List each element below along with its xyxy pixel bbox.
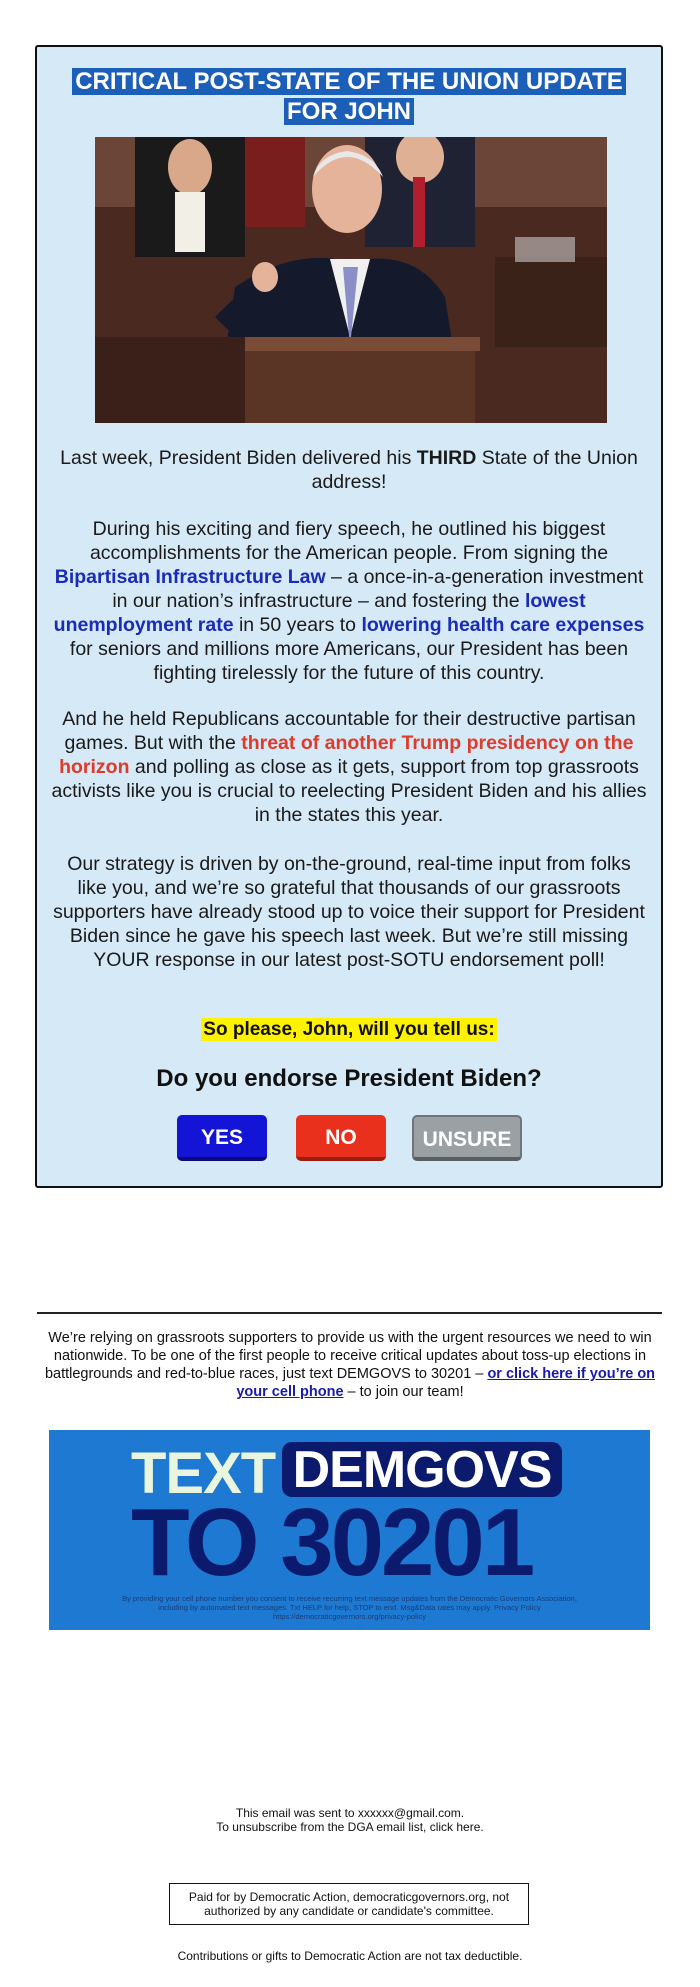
headline-line-2: FOR JOHN [284,98,414,125]
paragraph-2 [51,517,647,685]
bipartisan-infrastructure-link[interactable]: Bipartisan Infrastructure Law [54,566,326,588]
text-demgovs-banner[interactable] [49,1430,650,1630]
para3-text-1: And he held Republicans accountable for their destructive partisan games. But with the [62,708,636,754]
ask-line [37,1019,661,1041]
headline-line-1: CRITICAL POST-STATE OF THE UNION UPDATE [72,68,626,95]
banner-text-word: TEXT [131,1441,276,1506]
banner-to-number: TO 30201 [131,1489,533,1596]
unemployment-rate-link[interactable]: lowest unemployment rate [53,590,586,636]
headline [37,67,661,127]
sent-to-line: This email was sent to xxxxxx@gmail.com. [235,1806,465,1820]
para2-text-3: in 50 years to [233,614,362,636]
biden-photo [95,137,607,423]
footer-body: We’re relying on grassroots supporters to provide us with the urgent resources we need to win nationwide. To be one of the first people to receive critical updates about toss-up elections in battlegrounds and red-to-blue races, just text DEMGOVS to 30201 – [44,1330,652,1382]
trump-threat-text: threat of another Trump presidency on the horizon [59,732,634,778]
unsubscribe-link[interactable]: To unsubscribe from the DGA email list, click here. [216,1820,484,1834]
para1-tail: State of the Union address! [311,447,638,493]
banner-fine-print: By providing your cell phone number you consent to receive recurring text message updates from the Democratic Governors Association, including by automated text messages. Txt HELP for help, STOP to end. Msg&Data rates may apply. Privacy Policy https://democraticgovernors.org/privacy-policy [122,1594,577,1621]
para3-text-2: and polling as close as it gets, support from top grassroots activists like you is crucial to reelecting President Biden and his allies in the states this year. [51,756,647,826]
yes-button[interactable]: YES [177,1115,267,1161]
endorse-question: Do you endorse President Biden? [156,1065,542,1092]
footer-divider [37,1312,662,1314]
email-card [35,45,663,1188]
paid-for-box: Paid for by Democratic Action, democraticgovernors.org, not authorized by any candidate or candidate's committee. [169,1883,529,1925]
paragraph-3 [51,707,647,827]
paragraph-4: Our strategy is driven by on-the-ground, real-time input from folks like you, and we’re so grateful that thousands of our grassroots supporters have already stood up to voice their support for President Biden since he gave his speech last week. But we’re still missing YOUR response in our latest post-SOTU endorsement poll! [53,853,645,971]
ask-highlight: So please, John, will you tell us: [203,1019,495,1040]
footer-text [38,1329,662,1401]
para1-text: Last week, President Biden delivered his [60,447,417,469]
para2-text-2: – a once-in-a-generation investment in our nation’s infrastructure – and fostering the [112,566,644,612]
no-button[interactable]: NO [296,1115,386,1161]
para2-text-4: for seniors and millions more Americans, our President has been fighting tirelessly for the future of this country. [69,638,629,684]
para2-text-1: During his exciting and fiery speech, he outlined his biggest accomplishments for the American people. From signing the [89,518,609,564]
footer-tail: – to join our team! [343,1384,464,1400]
contributions-notice: Contributions or gifts to Democratic Action are not tax deductible. [177,1949,523,1963]
sent-notice [0,1806,700,1834]
para1-bold: THIRD [416,447,477,469]
health-care-link[interactable]: lowering health care expenses [361,614,645,636]
banner-keyword: DEMGOVS [282,1442,562,1497]
paragraph-1 [51,446,647,494]
unsure-button[interactable]: UNSURE [412,1115,522,1161]
cell-phone-link[interactable]: or click here if you’re on your cell phone [236,1366,656,1400]
